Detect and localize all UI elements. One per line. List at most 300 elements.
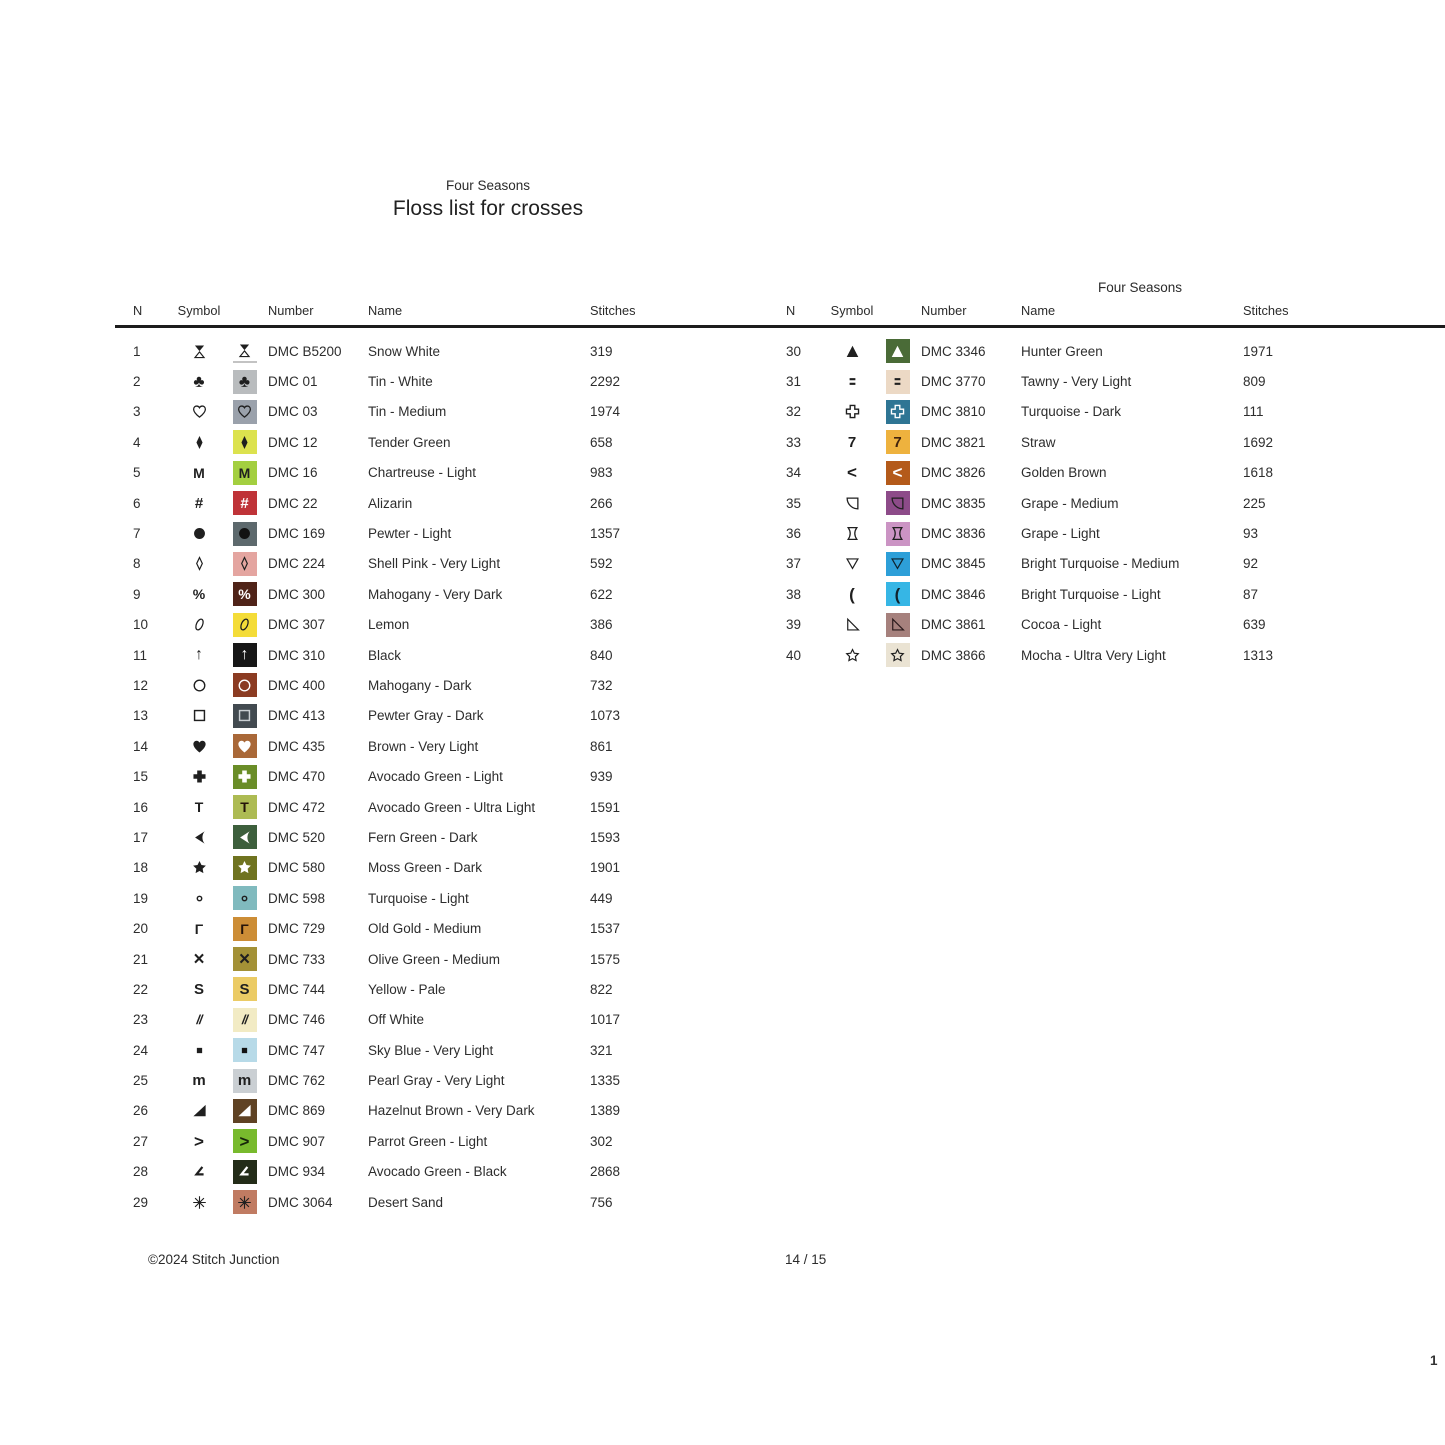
row-number: 33 <box>786 434 802 450</box>
header-swatch-spacer <box>874 303 921 336</box>
row-number: 9 <box>133 586 141 602</box>
stitch-count: 92 <box>1243 556 1259 572</box>
floss-name: Avocado Green - Black <box>368 1164 507 1180</box>
triangle-up-icon <box>889 343 906 360</box>
table-row <box>786 397 1333 427</box>
color-swatch <box>233 1069 257 1093</box>
color-swatch <box>233 825 257 849</box>
floss-name: Sky Blue - Very Light <box>368 1042 494 1058</box>
stitch-count: 1017 <box>590 1012 621 1028</box>
plus-outline-icon <box>889 403 906 420</box>
diamond-icon <box>191 434 208 451</box>
equals-icon <box>889 373 906 390</box>
symbol-cell <box>177 677 221 694</box>
symbol-cell <box>177 950 221 969</box>
floss-name: Chartreuse - Light <box>368 465 477 481</box>
row-number: 28 <box>133 1164 149 1180</box>
star-icon <box>236 859 253 876</box>
color-swatch <box>233 1129 257 1153</box>
swatch-cell <box>221 734 268 758</box>
symbol-cell <box>177 859 221 876</box>
slanted-oval-icon <box>191 616 208 633</box>
table-row <box>133 1187 680 1217</box>
header-number: Number <box>268 303 314 318</box>
heavy-plus-icon <box>236 768 253 785</box>
floss-name: Grape - Light <box>1021 526 1100 542</box>
color-swatch <box>233 400 257 424</box>
stitch-count: 386 <box>590 617 613 633</box>
swatch-cell <box>221 886 268 910</box>
table-rows-left <box>133 336 680 1217</box>
color-swatch <box>886 461 910 485</box>
table-row <box>133 549 680 579</box>
floss-name: Desert Sand <box>368 1194 444 1210</box>
chevron-right-icon: > <box>239 1131 250 1151</box>
swatch-cell <box>221 704 268 728</box>
hourglass-outline-icon <box>844 525 861 542</box>
hourglass-half-icon <box>236 342 253 359</box>
symbol-cell <box>177 496 221 511</box>
table-row <box>786 640 1333 670</box>
hourglass-half-icon <box>191 343 208 360</box>
floss-number: DMC 762 <box>268 1073 326 1089</box>
floss-name: Snow White <box>368 343 441 359</box>
less-than-icon: < <box>847 463 857 483</box>
symbol-cell <box>830 373 874 390</box>
swatch-cell <box>221 1160 268 1184</box>
stitch-count: 1974 <box>590 404 621 420</box>
floss-number: DMC 3821 <box>921 434 986 450</box>
swatch-cell <box>221 400 268 424</box>
stitch-count: 111 <box>1243 404 1264 420</box>
row-number: 29 <box>133 1194 149 1210</box>
table-row <box>133 731 680 761</box>
row-number: 36 <box>786 526 802 542</box>
color-swatch <box>233 430 257 454</box>
corner-page-number: 1 <box>1430 1353 1438 1368</box>
stitch-count: 225 <box>1243 495 1266 511</box>
table-row <box>133 427 680 457</box>
floss-number: DMC 733 <box>268 951 326 967</box>
small-dot-icon <box>191 890 208 907</box>
color-swatch <box>233 765 257 789</box>
floss-name: Yellow - Pale <box>368 981 446 997</box>
gamma-icon: Γ <box>240 920 249 937</box>
stitch-count: 1357 <box>590 526 621 542</box>
triangle-down-outline-icon <box>844 555 861 572</box>
floss-name: Pewter - Light <box>368 526 452 542</box>
triangle-down-outline-icon <box>889 555 906 572</box>
row-number: 6 <box>133 495 141 511</box>
color-swatch <box>886 522 910 546</box>
color-swatch <box>233 582 257 606</box>
floss-number: DMC 22 <box>268 495 318 511</box>
triangle-br-icon <box>191 1102 208 1119</box>
letter-t-icon: T <box>240 799 249 816</box>
table-row <box>133 883 680 913</box>
swatch-cell <box>221 430 268 454</box>
color-swatch <box>233 977 257 1001</box>
symbol-cell <box>830 647 874 664</box>
table-row <box>133 458 680 488</box>
symbol-cell <box>177 647 221 663</box>
angle-icon <box>191 1163 208 1180</box>
color-swatch <box>886 370 910 394</box>
symbol-cell <box>177 616 221 633</box>
color-swatch <box>233 1099 257 1123</box>
table-row <box>133 1035 680 1065</box>
row-number: 37 <box>786 556 802 572</box>
color-swatch <box>886 491 910 515</box>
color-swatch <box>233 491 257 515</box>
triangle-br-icon <box>236 1102 253 1119</box>
table-row <box>133 1096 680 1126</box>
quarter-circle-icon <box>889 495 906 512</box>
symbol-cell <box>177 466 221 480</box>
row-number: 11 <box>133 647 148 663</box>
stitch-count: 1618 <box>1243 465 1274 481</box>
swatch-cell <box>221 339 268 363</box>
floss-table-right <box>786 303 1333 670</box>
heart-icon <box>191 738 208 755</box>
stitch-count: 983 <box>590 465 613 481</box>
color-swatch <box>233 704 257 728</box>
floss-name: Mahogany - Dark <box>368 677 472 693</box>
header-stitches: Stitches <box>590 303 636 318</box>
stitch-count: 1593 <box>590 829 621 845</box>
color-swatch <box>233 1160 257 1184</box>
color-swatch <box>233 917 257 941</box>
stitch-count: 732 <box>590 677 613 693</box>
chevron-right-icon: > <box>194 1131 204 1151</box>
hash-icon: # <box>194 494 204 512</box>
symbol-cell <box>830 343 874 360</box>
symbol-cell <box>177 1073 221 1088</box>
floss-name: Avocado Green - Light <box>368 769 503 785</box>
swatch-cell <box>874 552 921 576</box>
stitch-count: 639 <box>1243 617 1266 633</box>
swatch-cell <box>221 1099 268 1123</box>
symbol-cell <box>830 435 874 450</box>
star-outline-icon <box>844 647 861 664</box>
symbol-cell <box>177 768 221 785</box>
table-row <box>133 913 680 943</box>
stitch-count: 809 <box>1243 374 1266 390</box>
row-number: 13 <box>133 708 149 724</box>
floss-name: Hazelnut Brown - Very Dark <box>368 1103 535 1119</box>
stitch-count: 1692 <box>1243 434 1274 450</box>
header-symbol: Symbol <box>177 303 221 318</box>
symbol-cell <box>177 1133 221 1150</box>
row-number: 19 <box>133 890 149 906</box>
stitch-count: 1971 <box>1243 343 1274 359</box>
symbol-cell <box>177 982 221 997</box>
symbol-cell <box>177 434 221 451</box>
swatch-cell <box>221 1069 268 1093</box>
floss-number: DMC 03 <box>268 404 318 420</box>
floss-name: Pearl Gray - Very Light <box>368 1073 505 1089</box>
letter-s-icon: S <box>193 980 204 998</box>
table-row <box>786 336 1333 366</box>
row-number: 8 <box>133 556 141 572</box>
table-row <box>133 944 680 974</box>
stitch-count: 321 <box>590 1042 613 1058</box>
floss-name: Turquoise - Dark <box>1021 404 1122 420</box>
stitch-count: 756 <box>590 1194 613 1210</box>
table-row <box>133 366 680 396</box>
header-stitches: Stitches <box>1243 303 1289 318</box>
floss-name: Black <box>368 647 402 663</box>
floss-number: DMC 3861 <box>921 617 986 633</box>
swatch-cell <box>221 370 268 394</box>
floss-number: DMC 435 <box>268 738 326 754</box>
swatch-cell <box>221 582 268 606</box>
stitch-count: 93 <box>1243 526 1259 542</box>
table-row <box>133 853 680 883</box>
digit-seven-icon: 7 <box>847 433 857 451</box>
row-number: 24 <box>133 1042 149 1058</box>
heart-outline-icon <box>236 403 253 420</box>
symbol-cell <box>830 495 874 512</box>
table-row <box>786 610 1333 640</box>
stitch-count: 658 <box>590 434 613 450</box>
floss-number: DMC 580 <box>268 860 326 876</box>
row-number: 16 <box>133 799 149 815</box>
symbol-cell <box>830 555 874 572</box>
floss-number: DMC 472 <box>268 799 326 815</box>
floss-name: Tin - White <box>368 374 433 390</box>
table-header <box>133 303 680 336</box>
color-swatch <box>233 613 257 637</box>
swatch-cell <box>221 522 268 546</box>
symbol-cell <box>177 890 221 907</box>
floss-name: Mocha - Ultra Very Light <box>1021 647 1166 663</box>
floss-name: Tender Green <box>368 434 451 450</box>
header-n: N <box>786 303 796 318</box>
color-swatch <box>233 1038 257 1062</box>
table-row <box>133 1065 680 1095</box>
table-row <box>786 518 1333 548</box>
table-rows-right <box>786 336 1333 670</box>
double-slash-icon: // <box>241 1012 248 1028</box>
row-number: 21 <box>133 951 149 967</box>
pattern-name: Four Seasons <box>445 178 531 193</box>
symbol-cell <box>177 373 221 390</box>
arrow-up-icon: ↑ <box>240 646 249 664</box>
swatch-cell <box>874 582 921 606</box>
row-number: 38 <box>786 586 802 602</box>
floss-name: Hunter Green <box>1021 343 1103 359</box>
floss-number: DMC 224 <box>268 556 326 572</box>
row-number: 4 <box>133 434 141 450</box>
floss-number: DMC 300 <box>268 586 326 602</box>
stitch-count: 1389 <box>590 1103 621 1119</box>
circle-outline-icon <box>191 677 208 694</box>
chevron-left-filled-icon <box>191 829 208 846</box>
angle-icon <box>236 1163 253 1180</box>
circle-outline-icon <box>236 677 253 694</box>
diamond-outline-icon <box>191 555 208 572</box>
color-swatch <box>886 400 910 424</box>
floss-number: DMC 3770 <box>921 374 986 390</box>
symbol-cell <box>830 403 874 420</box>
letter-s-icon: S <box>239 980 250 998</box>
color-swatch <box>233 1008 257 1032</box>
swatch-cell <box>221 1129 268 1153</box>
floss-number: DMC 729 <box>268 921 326 937</box>
color-swatch <box>233 886 257 910</box>
stitch-count: 1591 <box>590 799 621 815</box>
symbol-cell <box>177 829 221 846</box>
plus-outline-icon <box>844 403 861 420</box>
row-number: 25 <box>133 1073 149 1089</box>
row-number: 34 <box>786 465 802 481</box>
filled-circle-icon <box>191 525 208 542</box>
stitch-count: 1313 <box>1243 647 1274 663</box>
triangle-bl-outline-icon <box>844 616 861 633</box>
symbol-cell <box>177 800 221 814</box>
star-outline-icon <box>889 647 906 664</box>
row-number: 7 <box>133 526 141 542</box>
table-row <box>133 761 680 791</box>
left-paren-icon: ( <box>849 584 855 604</box>
floss-name: Bright Turquoise - Light <box>1021 586 1161 602</box>
stitch-count: 302 <box>590 1133 613 1149</box>
row-number: 31 <box>786 374 802 390</box>
row-number: 35 <box>786 495 802 511</box>
left-paren-icon: ( <box>894 584 901 604</box>
stitch-count: 449 <box>590 890 613 906</box>
symbol-cell <box>830 616 874 633</box>
table-row <box>133 336 680 366</box>
table-row <box>133 974 680 1004</box>
floss-name: Parrot Green - Light <box>368 1133 488 1149</box>
symbol-cell <box>177 922 221 936</box>
symbol-cell <box>177 707 221 724</box>
color-swatch <box>233 734 257 758</box>
small-square-icon <box>236 1042 253 1059</box>
color-swatch <box>886 643 910 667</box>
floss-name: Alizarin <box>368 495 413 511</box>
page-title: Floss list for crosses <box>392 197 584 220</box>
floss-number: DMC 3826 <box>921 465 986 481</box>
table-row <box>786 427 1333 457</box>
swatch-cell <box>221 1038 268 1062</box>
floss-number: DMC 3846 <box>921 586 986 602</box>
symbol-cell <box>177 555 221 572</box>
floss-number: DMC 3845 <box>921 556 986 572</box>
small-square-icon <box>191 1042 208 1059</box>
table-row <box>133 792 680 822</box>
row-number: 39 <box>786 617 802 633</box>
club-icon: ♣ <box>238 372 251 392</box>
swatch-cell <box>874 491 921 515</box>
row-number: 1 <box>133 343 141 359</box>
symbol-cell <box>177 1163 221 1180</box>
gamma-icon: Γ <box>194 920 204 937</box>
table-row <box>786 579 1333 609</box>
stitch-count: 1073 <box>590 708 621 724</box>
table-row <box>133 822 680 852</box>
table-row <box>786 488 1333 518</box>
floss-number: DMC 3810 <box>921 404 986 420</box>
floss-name: Lemon <box>368 617 410 633</box>
double-slash-icon: // <box>196 1012 202 1028</box>
table-row <box>133 397 680 427</box>
row-number: 3 <box>133 404 141 420</box>
table-row <box>133 1157 680 1187</box>
color-swatch <box>886 582 910 606</box>
floss-number: DMC 16 <box>268 465 318 481</box>
swatch-cell <box>221 977 268 1001</box>
row-number: 17 <box>133 829 149 845</box>
floss-number: DMC 3064 <box>268 1194 333 1210</box>
floss-name: Tawny - Very Light <box>1021 374 1132 390</box>
floss-name: Shell Pink - Very Light <box>368 556 501 572</box>
swatch-cell <box>874 400 921 424</box>
row-number: 10 <box>133 617 149 633</box>
swatch-cell <box>221 917 268 941</box>
floss-name: Turquoise - Light <box>368 890 469 906</box>
stitch-count: 822 <box>590 981 613 997</box>
swatch-cell <box>221 552 268 576</box>
floss-number: DMC 470 <box>268 769 326 785</box>
swatch-cell <box>221 856 268 880</box>
color-swatch <box>233 643 257 667</box>
color-swatch <box>886 552 910 576</box>
x-mark-icon: × <box>193 948 205 970</box>
swatch-cell <box>874 339 921 363</box>
swatch-cell <box>221 1008 268 1032</box>
color-swatch <box>233 795 257 819</box>
floss-name: Mahogany - Very Dark <box>368 586 503 602</box>
swatch-cell <box>221 461 268 485</box>
digit-seven-icon: 7 <box>893 433 902 451</box>
row-number: 18 <box>133 860 149 876</box>
row-number: 26 <box>133 1103 149 1119</box>
floss-name: Brown - Very Light <box>368 738 479 754</box>
row-number: 27 <box>133 1133 149 1149</box>
color-swatch <box>233 947 257 971</box>
symbol-cell <box>177 1102 221 1119</box>
table-header <box>786 303 1333 336</box>
heart-outline-icon <box>191 403 208 420</box>
floss-number: DMC 413 <box>268 708 326 724</box>
swatch-cell <box>221 491 268 515</box>
floss-number: DMC 01 <box>268 374 318 390</box>
header-name: Name <box>1021 303 1056 318</box>
table-row <box>133 610 680 640</box>
triangle-up-icon <box>844 343 861 360</box>
stitch-count: 861 <box>590 738 613 754</box>
floss-name: Old Gold - Medium <box>368 921 482 937</box>
heart-icon <box>236 738 253 755</box>
floss-number: DMC 12 <box>268 434 318 450</box>
symbol-cell <box>177 403 221 420</box>
symbol-cell <box>177 343 221 360</box>
symbol-cell <box>830 586 874 603</box>
letter-t-icon: T <box>194 799 204 816</box>
floss-number: DMC 747 <box>268 1042 326 1058</box>
color-swatch <box>886 339 910 363</box>
color-swatch <box>233 552 257 576</box>
header-swatch-spacer <box>221 303 268 336</box>
stitch-count: 939 <box>590 769 613 785</box>
floss-name: Pewter Gray - Dark <box>368 708 484 724</box>
table-row <box>133 640 680 670</box>
table-row <box>133 488 680 518</box>
floss-name: Moss Green - Dark <box>368 860 483 876</box>
